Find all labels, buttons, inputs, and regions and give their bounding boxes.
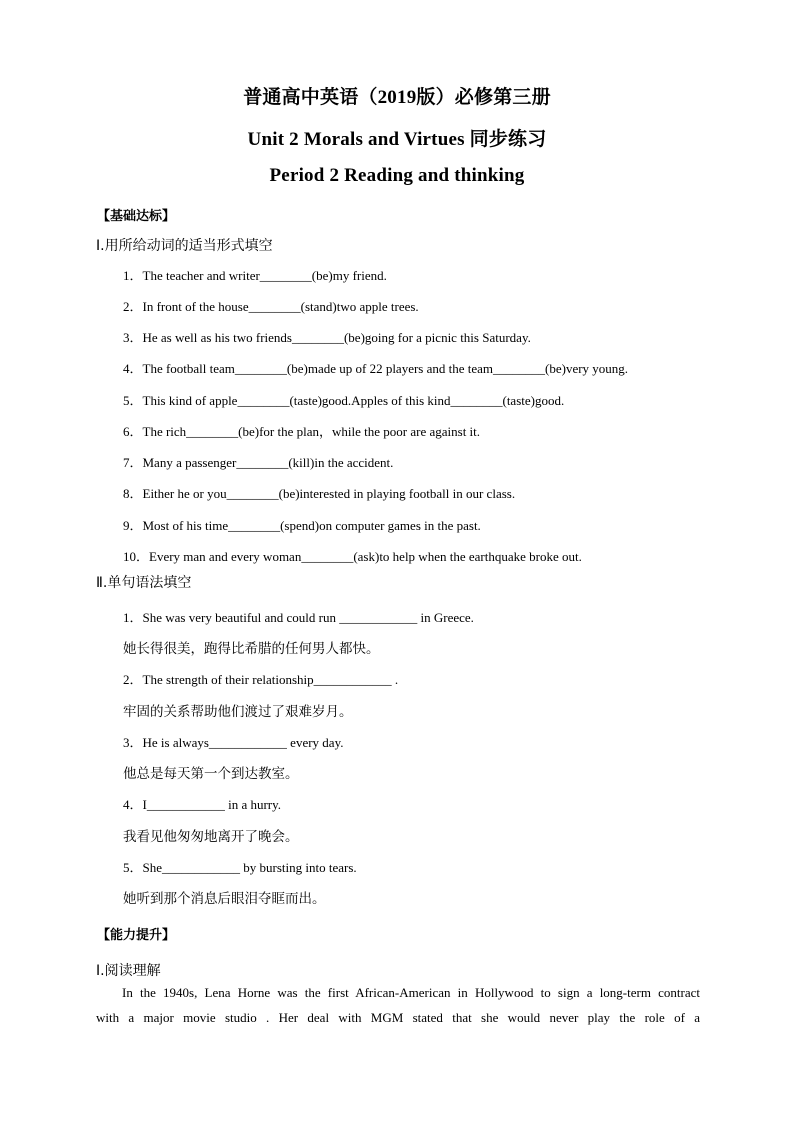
title-unit: Unit 2 Morals and Virtues 同步练习 [247,129,547,150]
exercise-item-2: 2．In front of the house________(stand)two apple trees. [123,299,419,314]
exercise-item-4: 4．The football team________(be)made up of 22 players and the team________(be)very young. [123,361,629,376]
grammar-item-4-zh: 我看见他匆匆地离开了晚会。 [123,829,299,845]
reading-paragraph-line-2: with a major movie studio . Her deal with MGM stated that she would never play the role of a [96,1010,700,1025]
exercise-item-7: 7．Many a passenger________(kill)in the accident. [123,455,394,470]
exercise-item-6: 6．The rich________(be)for the plan，while the poor are against it. [123,424,481,439]
grammar-item-5-en: 5．She____________ by bursting into tears. [123,860,357,875]
grammar-item-5-zh: 她听到那个消息后眼泪夺眶而出。 [123,891,326,907]
grammar-item-4-en: 4．I____________ in a hurry. [123,797,282,812]
grammar-item-3-en: 3．He is always____________ every day. [123,735,344,750]
exercise-item-8: 8．Either he or you________(be)interested in playing football in our class. [123,486,516,501]
exercise-item-10: 10．Every man and every woman________(ask)to help when the earthquake broke out. [123,549,582,564]
exercise-item-1: 1．The teacher and writer________(be)my friend. [123,268,387,283]
title-chinese: 普通高中英语（2019版）必修第三册 [243,87,551,108]
part3-heading: Ⅰ.阅读理解 [96,963,161,979]
title-period: Period 2 Reading and thinking [269,165,525,186]
section-basic-heading: 【基础达标】 [97,209,176,224]
grammar-item-1-zh: 她长得很美，跑得比希腊的任何男人都快。 [123,641,380,657]
grammar-item-2-en: 2．The strength of their relationship____________ . [123,672,399,687]
exercise-item-5: 5．This kind of apple________(taste)good.Apples of this kind________(taste)good. [123,393,565,408]
grammar-item-3-zh: 他总是每天第一个到达教室。 [123,766,299,782]
reading-paragraph-line-1: In the 1940s, Lena Horne was the first African-American in Hollywood to sign a long-term contract [122,985,700,1000]
part2-heading: Ⅱ.单句语法填空 [96,575,192,591]
section-advanced-heading: 【能力提升】 [97,928,176,943]
grammar-item-2-zh: 牢固的关系帮助他们渡过了艰难岁月。 [123,704,353,720]
exercise-item-3: 3．He as well as his two friends________(be)going for a picnic this Saturday. [123,330,531,345]
part1-heading: Ⅰ.用所给动词的适当形式填空 [96,238,273,254]
exercise-item-9: 9．Most of his time________(spend)on computer games in the past. [123,518,481,533]
grammar-item-1-en: 1．She was very beautiful and could run ____________ in Greece. [123,610,474,625]
